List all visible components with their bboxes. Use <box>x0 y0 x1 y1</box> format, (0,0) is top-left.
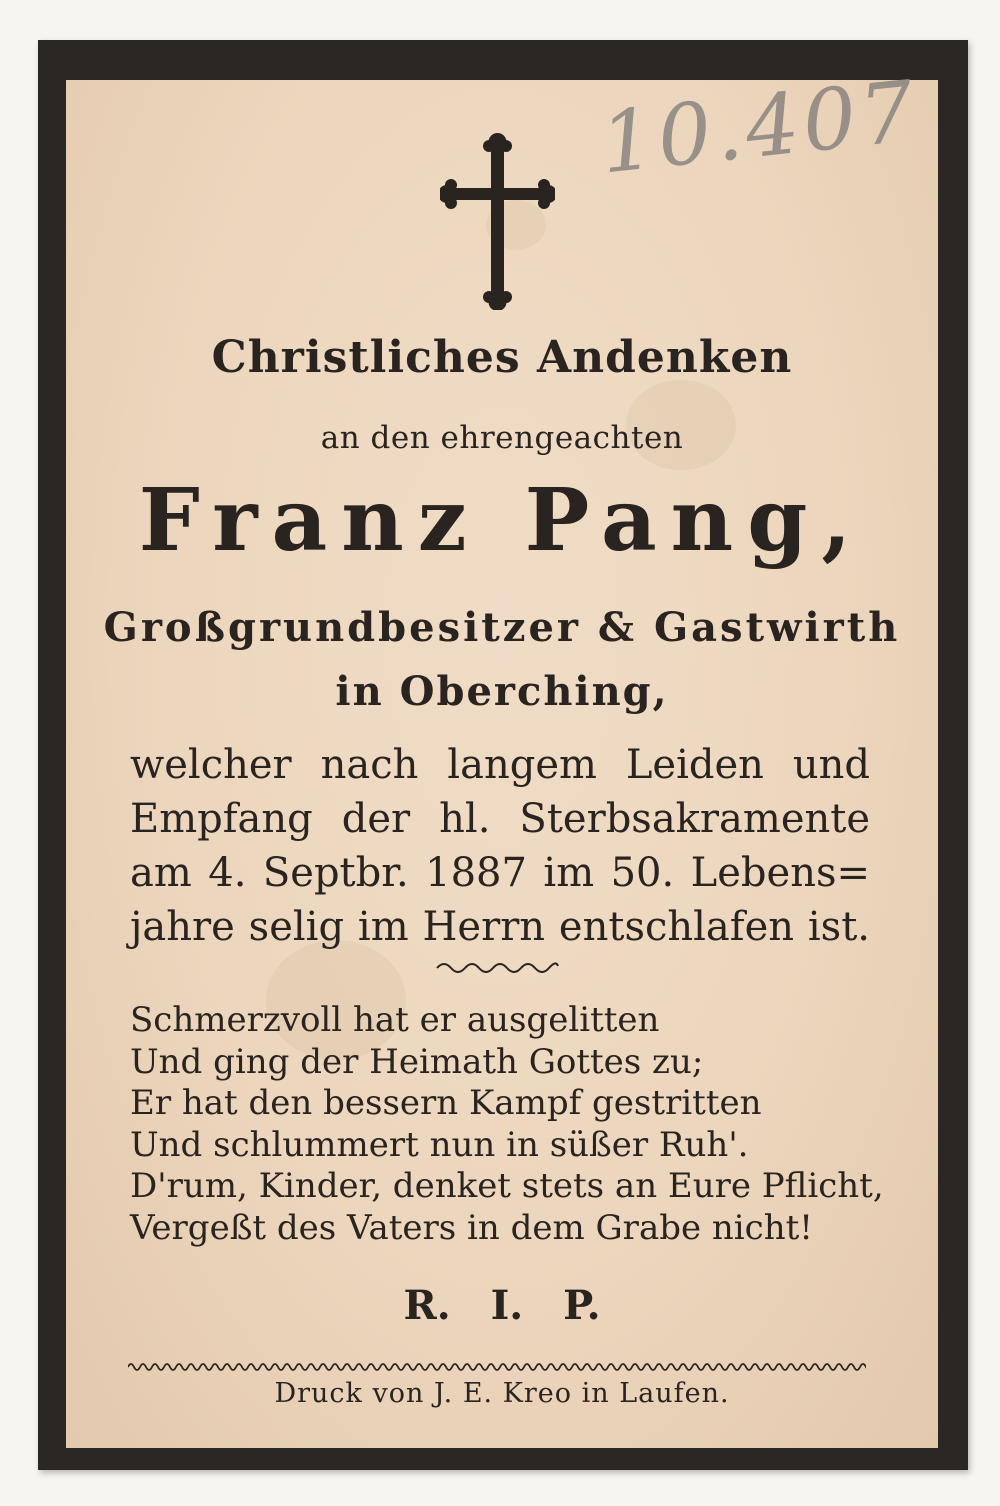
wavy-ornament-icon <box>435 958 560 978</box>
paragraph-line: welcher nach langem Leiden und <box>130 742 870 788</box>
paragraph-line: jahre selig im Herrn entschlafen ist. <box>130 904 870 950</box>
poem-line: Vergeßt des Vaters in dem Grabe nicht! <box>130 1207 813 1248</box>
paragraph-line: Empfang der hl. Sterbsakramente <box>130 796 870 842</box>
deceased-occupation: Großgrundbesitzer & Gastwirth <box>103 604 901 651</box>
death-notice-paragraph <box>130 738 870 954</box>
deceased-name: Franz Pang, <box>138 470 866 571</box>
handwritten-inventory-number: 10.407 <box>595 61 923 193</box>
rip-inscription: R. I. P. <box>403 1282 601 1329</box>
poem-line: D'rum, Kinder, denket stets an Eure Pflicht, <box>130 1166 884 1206</box>
poem-line: Er hat den bessern Kampf gestritten <box>130 1083 762 1123</box>
paragraph-line: am 4. Septbr. 1887 im 50. Lebens= <box>130 850 870 896</box>
card-heading: Christliches Andenken <box>211 332 793 383</box>
poem-line: Und ging der Heimath Gottes zu; <box>130 1041 704 1082</box>
memorial-poem <box>130 1000 884 1249</box>
poem-line: Schmerzvoll hat er ausgelitten <box>130 1000 660 1040</box>
card-subheading: an den ehrengeachten <box>320 420 684 456</box>
wavy-rule-icon <box>128 1360 866 1374</box>
printer-imprint: Druck von J. E. Kreo in Laufen. <box>274 1378 730 1409</box>
deceased-place: in Oberching, <box>335 668 669 715</box>
cross-icon <box>440 132 555 310</box>
poem-line: Und schlummert nun in süßer Ruh'. <box>130 1124 749 1165</box>
